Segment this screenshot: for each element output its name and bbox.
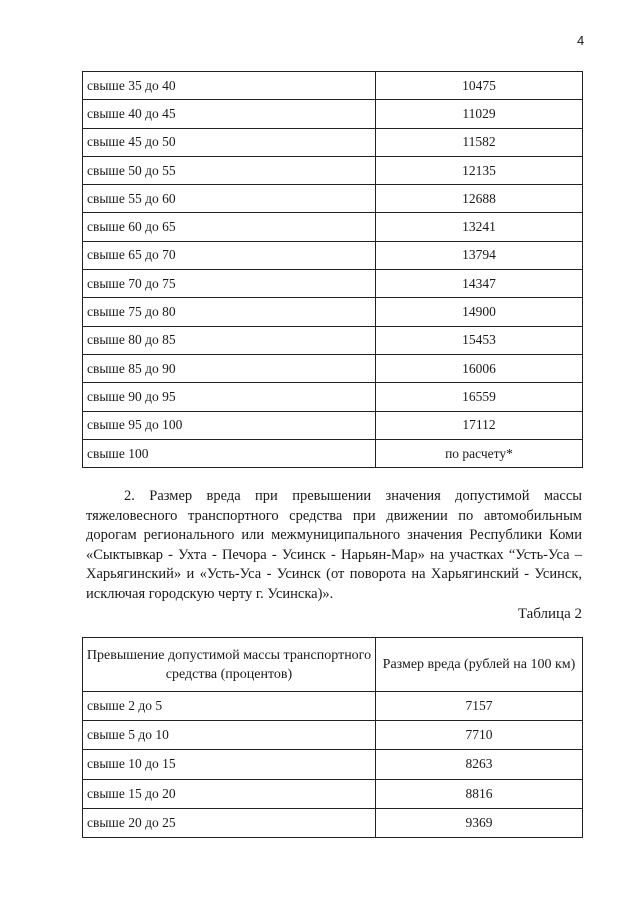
range-cell: свыше 70 до 75 — [83, 270, 376, 298]
table-row — [83, 128, 583, 156]
table-row — [83, 692, 583, 721]
section-2-paragraph: 2. Размер вреда при превышении значения допустимой массы тяжеловесного транспортного средства при движении по автомобильным дорогам регионального или межмуниципального значения Республики Коми «Сыктывкар - Ухта - Печора - Усинск - Нарьян-Мар» на участках “Усть-Уса – Харьягинский» и «Усть-Уса - Усинск (от поворота на Харьягинский - Усинск, исключая городскую черту г. Усинска)». — [86, 488, 582, 602]
value-cell: 15453 — [376, 326, 583, 354]
range-cell: свыше 100 — [83, 439, 376, 467]
table-row — [83, 72, 583, 100]
table-row — [83, 750, 583, 779]
value-cell: 7710 — [376, 721, 583, 750]
value-cell: 11029 — [376, 100, 583, 128]
value-cell: 14347 — [376, 270, 583, 298]
value-cell: 14900 — [376, 298, 583, 326]
table-row — [83, 779, 583, 808]
range-cell: свыше 75 до 80 — [83, 298, 376, 326]
table-row — [83, 721, 583, 750]
range-cell: свыше 2 до 5 — [83, 692, 376, 721]
table-row — [83, 270, 583, 298]
range-cell: свыше 45 до 50 — [83, 128, 376, 156]
range-cell: свыше 5 до 10 — [83, 721, 376, 750]
range-cell: свыше 65 до 70 — [83, 241, 376, 269]
table-row — [83, 213, 583, 241]
value-cell: 8816 — [376, 779, 583, 808]
range-cell: свыше 35 до 40 — [83, 72, 376, 100]
table-row — [83, 326, 583, 354]
range-cell: свыше 55 до 60 — [83, 185, 376, 213]
value-cell: 11582 — [376, 128, 583, 156]
value-cell: 13794 — [376, 241, 583, 269]
range-cell: свыше 10 до 15 — [83, 750, 376, 779]
value-cell: 17112 — [376, 411, 583, 439]
table-row — [83, 298, 583, 326]
value-cell: 12135 — [376, 156, 583, 184]
damage-table-2 — [82, 637, 583, 838]
value-cell: 16559 — [376, 383, 583, 411]
range-cell: свыше 80 до 85 — [83, 326, 376, 354]
value-cell: по расчету* — [376, 439, 583, 467]
value-cell: 16006 — [376, 354, 583, 382]
table-header-row — [83, 638, 583, 692]
value-cell: 10475 — [376, 72, 583, 100]
table-row — [83, 383, 583, 411]
column-header-damage: Размер вреда (рублей на 100 км) — [376, 638, 583, 692]
range-cell: свыше 15 до 20 — [83, 779, 376, 808]
range-cell: свыше 95 до 100 — [83, 411, 376, 439]
page-number: 4 — [577, 33, 585, 48]
range-cell: свыше 20 до 25 — [83, 808, 376, 837]
table-row — [83, 241, 583, 269]
range-cell: свыше 60 до 65 — [83, 213, 376, 241]
value-cell: 9369 — [376, 808, 583, 837]
damage-table-continued — [82, 71, 583, 468]
table-row — [83, 808, 583, 837]
table-row — [83, 100, 583, 128]
table-row — [83, 185, 583, 213]
range-cell: свыше 50 до 55 — [83, 156, 376, 184]
value-cell: 12688 — [376, 185, 583, 213]
value-cell: 8263 — [376, 750, 583, 779]
range-cell: свыше 90 до 95 — [83, 383, 376, 411]
table-row — [83, 439, 583, 467]
table-row — [83, 411, 583, 439]
table-row — [83, 156, 583, 184]
value-cell: 7157 — [376, 692, 583, 721]
column-header-excess: Превышение допустимой массы транспортного средства (процентов) — [83, 638, 376, 692]
value-cell: 13241 — [376, 213, 583, 241]
table-row — [83, 354, 583, 382]
table-2-caption: Таблица 2 — [517, 606, 582, 622]
range-cell: свыше 40 до 45 — [83, 100, 376, 128]
range-cell: свыше 85 до 90 — [83, 354, 376, 382]
